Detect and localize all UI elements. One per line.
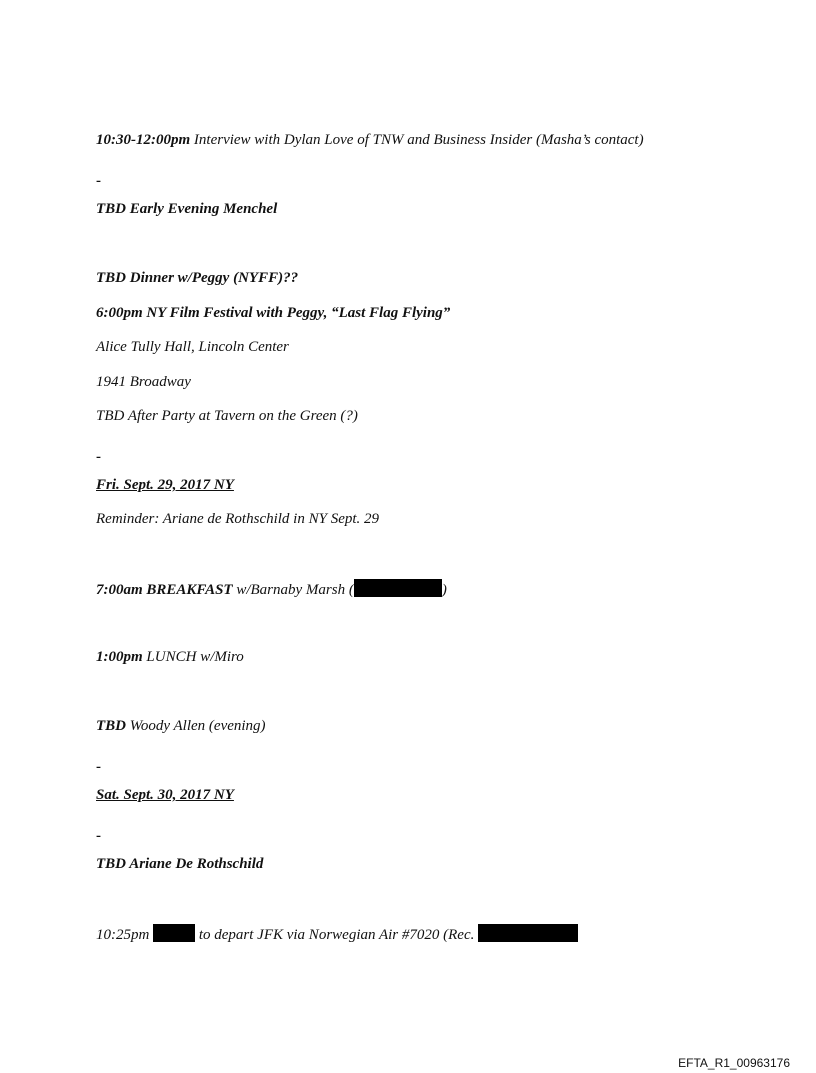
day-header-fri: Fri. Sept. 29, 2017 NY <box>96 477 234 493</box>
woody-text: Woody Allen (evening) <box>126 718 266 734</box>
entry-lunch <box>96 648 244 666</box>
breakfast-time: 7:00am BREAKFAST <box>96 582 233 598</box>
entry-afterparty: TBD After Party at Tavern on the Green (?) <box>96 408 358 424</box>
redaction-bar <box>478 924 578 942</box>
separator-3: - <box>96 759 101 775</box>
entry-interview <box>96 131 644 149</box>
entry-depart <box>96 924 578 944</box>
breakfast-text: w/Barnaby Marsh ( <box>232 582 354 598</box>
entry-dinner: TBD Dinner w/Peggy (NYFF)?? <box>96 270 299 286</box>
separator-1: - <box>96 173 101 189</box>
entry-ariane: TBD Ariane De Rothschild <box>96 856 264 872</box>
breakfast-close: ) <box>441 582 447 598</box>
document-id: EFTA_R1_00963176 <box>678 1056 790 1070</box>
entry-woody <box>96 717 266 735</box>
entry-venue: Alice Tully Hall, Lincoln Center <box>96 339 289 355</box>
redaction-bar <box>354 579 442 597</box>
depart-text: to depart JFK via Norwegian Air #7020 (Rec. <box>195 927 475 943</box>
depart-time: 10:25pm <box>96 927 150 943</box>
interview-text: Interview with Dylan Love of TNW and Business Insider (Masha’s contact) <box>190 132 644 148</box>
woody-time: TBD <box>96 718 126 734</box>
redaction-bar <box>153 924 195 942</box>
separator-4: - <box>96 828 101 844</box>
lunch-text: LUNCH w/Miro <box>142 649 244 665</box>
lunch-time: 1:00pm <box>96 649 143 665</box>
interview-time: 10:30-12:00pm <box>96 132 191 148</box>
entry-breakfast <box>96 579 447 599</box>
separator-2: - <box>96 449 101 465</box>
entry-menchel: TBD Early Evening Menchel <box>96 201 278 217</box>
entry-address: 1941 Broadway <box>96 374 191 390</box>
entry-reminder: Reminder: Ariane de Rothschild in NY Sept. 29 <box>96 511 380 527</box>
entry-film-festival: 6:00pm NY Film Festival with Peggy, “Last Flag Flying” <box>96 305 451 321</box>
day-header-sat: Sat. Sept. 30, 2017 NY <box>96 787 234 803</box>
